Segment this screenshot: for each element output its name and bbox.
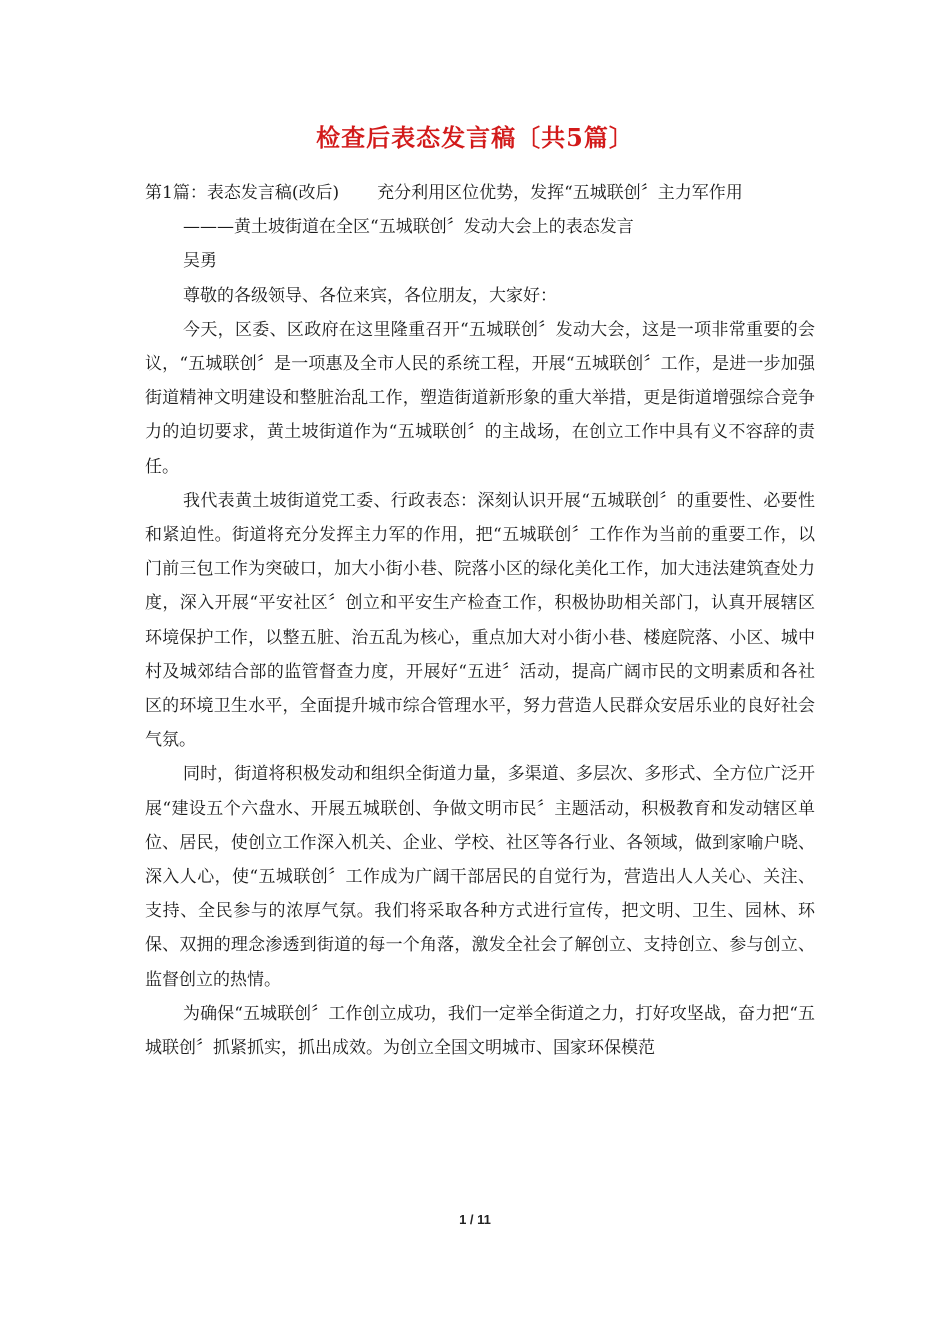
document-body: [145, 176, 815, 1065]
page-number: 1 / 11: [459, 1212, 491, 1227]
body-paragraph: 我代表黄土坡街道党工委、行政表态：深刻认识开展“五城联创〞的重要性、必要性和紧迫性。街道将充分发挥主力军的作用，把“五城联创〞工作作为当前的重要工作，以门前三包工作为突破口，加大小街小巷、院落小区的绿化美化工作，加大违法建筑查处力度，深入开展“平安社区〞创立和平安生产检查工作，积极协助相关部门，认真开展辖区环境保护工作，以整五脏、治五乱为核心，重点加大对小街小巷、楼庭院落、小区、城中村及城郊结合部的监管督查力度，开展好“五进〞活动，提高广阔市民的文明素质和各社区的环境卫生水平，全面提升城市综合管理水平，努力营造人民群众安居乐业的良好社会气氛。: [145, 490, 815, 751]
article-heading-label: 第1篇：表态发言稿(改后): [145, 183, 340, 203]
document-title: 检查后表态发言稿〔共5篇〕: [316, 123, 634, 152]
body-paragraph: 今天，区委、区政府在这里隆重召开“五城联创〞发动大会，这是一项非常重要的会议，“五城联创〞是一项惠及全市人民的系统工程，开展“五城联创〞工作，是进一步加强街道精神文明建设和整脏治乱工作，塑造街道新形象的重大举措，更是街道增强综合竞争力的迫切要求，黄土坡街道作为“五城联创〞的主战场，在创立工作中具有义不容辞的责任。: [145, 319, 815, 477]
greeting: 尊敬的各级领导、各位来宾，各位朋友，大家好：: [183, 285, 557, 306]
body-paragraph: 为确保“五城联创〞工作创立成功，我们一定举全街道之力，打好攻坚战，奋力把“五城联创〞抓紧抓实，抓出成效。为创立全国文明城市、国家环保模范: [145, 1003, 815, 1059]
body-paragraph: 同时，街道将积极发动和组织全街道力量，多渠道、多层次、多形式、全方位广泛开展“建设五个六盘水、开展五城联创、争做文明市民〞主题活动，积极教育和发动辖区单位、居民，使创立工作深入机关、企业、学校、社区等各行业、各领域，做到家喻户晓、深入人心，使“五城联创〞工作成为广阔干部居民的自觉行为，营造出人人关心、关注、支持、全民参与的浓厚气氛。我们将采取各种方式进行宣传，把文明、卫生、园林、环保、双拥的理念渗透到街道的每一个角落，激发全社会了解创立、支持创立、参与创立、监督创立的热情。: [145, 764, 815, 990]
article-author: 吴勇: [183, 251, 217, 272]
article-subtitle: ———黄土坡街道在全区“五城联创〞发动大会上的表态发言: [183, 217, 634, 238]
article-heading-text: 充分利用区位优势，发挥“五城联创〞主力军作用: [377, 183, 743, 203]
article-heading: [145, 176, 815, 210]
